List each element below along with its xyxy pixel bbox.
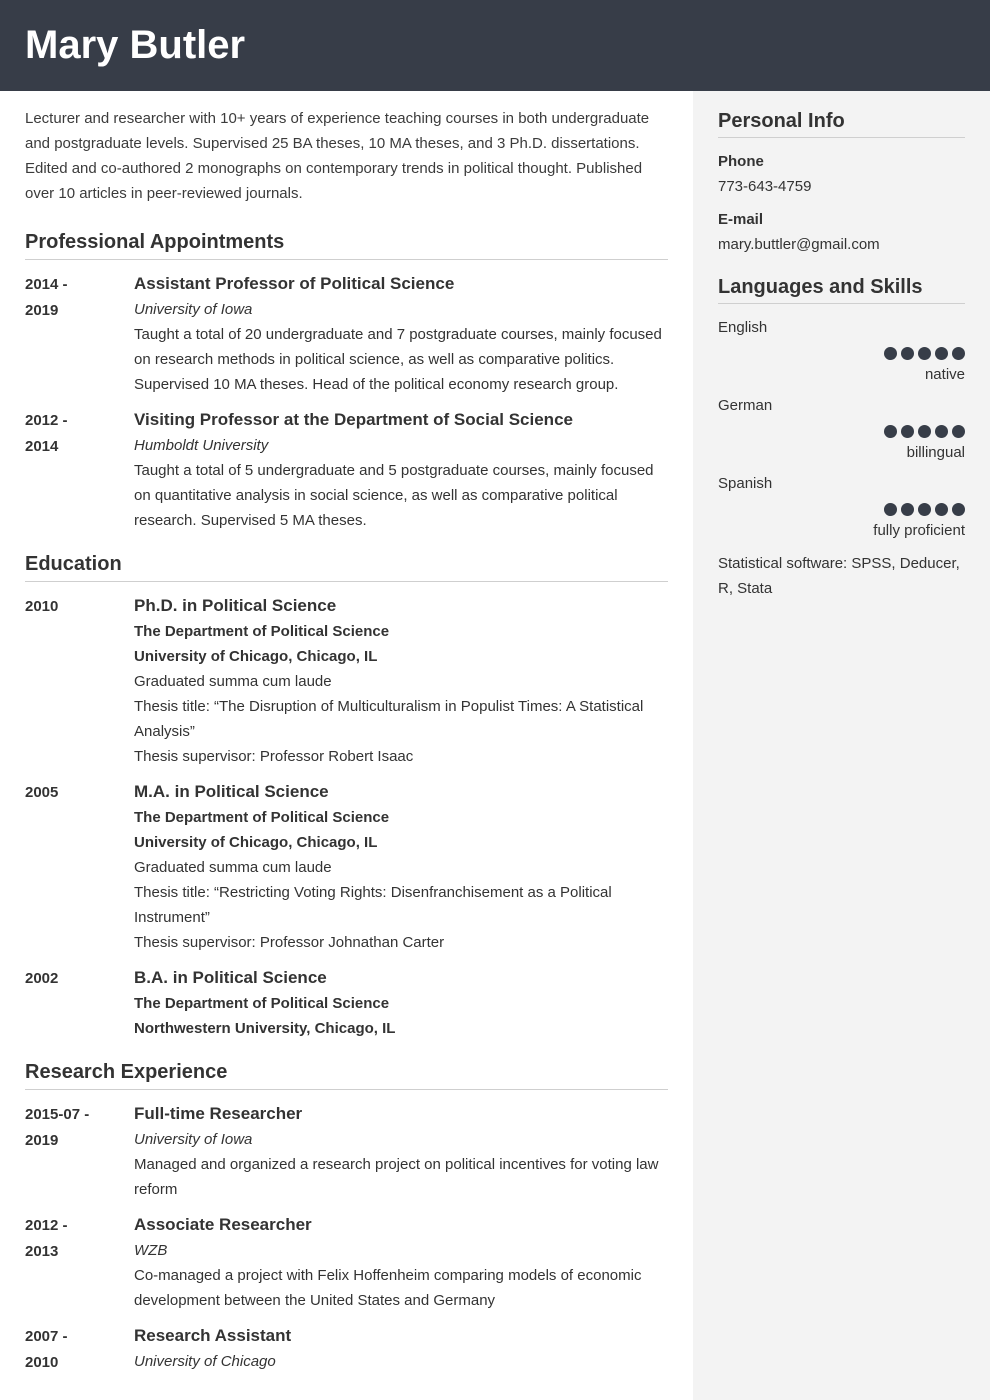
research-entry	[25, 1212, 668, 1313]
main-column	[25, 106, 668, 1376]
section-title-personal-info: Personal Info	[718, 108, 965, 138]
education-entry	[25, 593, 668, 769]
date-end: 2014	[25, 438, 59, 455]
entry-date	[25, 407, 134, 533]
other-skills: Statistical software: SPSS, Deducer, R, Stata	[718, 555, 960, 597]
rating-dot-icon	[935, 347, 948, 360]
rating-dot-icon	[952, 347, 965, 360]
rating-dot-icon	[935, 425, 948, 438]
research-section	[25, 1059, 668, 1376]
phone-value: 773-643-4759	[718, 178, 812, 195]
entry-organization: University of Iowa	[134, 1131, 253, 1148]
rating-dot-icon	[884, 503, 897, 516]
language-rating	[718, 425, 965, 438]
entry-organization: University of Iowa	[134, 301, 253, 318]
entry-description: Taught a total of 20 undergraduate and 7 postgraduate courses, mainly focused on research methods in political science, as well as comparative politics. Supervised 10 MA theses. Head of the political economy research group.	[134, 326, 662, 393]
date-start: 2012 -	[25, 1217, 68, 1234]
entry-description: Taught a total of 5 undergraduate and 5 postgraduate courses, mainly focused on quantitative analysis in social science, as well as comparative political research. Supervised 5 MA theses.	[134, 462, 654, 529]
languages-skills-section	[718, 274, 965, 601]
profile-summary: Lecturer and researcher with 10+ years of experience teaching courses in both undergraduate and postgraduate levels. Supervised 25 BA theses, 10 MA theses, and 3 Ph.D. dissertations. Edited and co-authored 2 monographs on contemporary trends in political thought. Published over 10 articles in peer-reviewed journals.	[25, 110, 650, 202]
language-name: Spanish	[718, 475, 773, 492]
entry-title: M.A. in Political Science	[134, 782, 329, 801]
language-item	[718, 393, 965, 465]
language-rating	[718, 503, 965, 516]
entry-organization: Humboldt University	[134, 437, 269, 454]
appointments-section	[25, 229, 668, 533]
appointment-entry	[25, 407, 668, 533]
resume-header	[0, 0, 990, 91]
language-level: billingual	[906, 444, 965, 461]
entry-honor: Graduated summa cum laude	[134, 859, 332, 876]
entry-title: B.A. in Political Science	[134, 968, 327, 987]
rating-dot-icon	[884, 425, 897, 438]
rating-dot-icon	[952, 425, 965, 438]
section-title-languages-skills: Languages and Skills	[718, 274, 965, 304]
personal-info-section	[718, 108, 965, 257]
rating-dot-icon	[935, 503, 948, 516]
entry-school: Northwestern University, Chicago, IL	[134, 1020, 396, 1037]
section-title-appointments: Professional Appointments	[25, 229, 668, 260]
date-start: 2012 -	[25, 412, 68, 429]
entry-date	[25, 271, 134, 397]
entry-date: 2002	[25, 970, 59, 987]
rating-dot-icon	[918, 347, 931, 360]
entry-supervisor: Thesis supervisor: Professor Johnathan Carter	[134, 934, 445, 951]
entry-organization: WZB	[134, 1242, 168, 1259]
date-start: 2014 -	[25, 276, 68, 293]
language-item	[718, 471, 965, 543]
entry-date: 2005	[25, 784, 59, 801]
rating-dot-icon	[918, 425, 931, 438]
date-end: 2019	[25, 1132, 59, 1149]
entry-title: Full-time Researcher	[134, 1104, 303, 1123]
language-level: fully proficient	[873, 522, 965, 539]
rating-dot-icon	[918, 503, 931, 516]
rating-dot-icon	[901, 425, 914, 438]
research-entry	[25, 1323, 668, 1376]
entry-title: Research Assistant	[134, 1326, 292, 1345]
entry-department: The Department of Political Science	[134, 809, 390, 826]
sidebar	[718, 108, 965, 601]
date-start: 2015-07 -	[25, 1106, 90, 1123]
education-entry	[25, 965, 668, 1041]
entry-description: Co-managed a project with Felix Hoffenheim comparing models of economic development between the United States and Germany	[134, 1267, 642, 1309]
entry-date	[25, 1212, 134, 1313]
entry-department: The Department of Political Science	[134, 995, 390, 1012]
entry-date	[25, 1101, 134, 1202]
entry-thesis: Thesis title: “Restricting Voting Rights: Disenfranchisement as a Political Instrument”	[134, 884, 612, 926]
email-value: mary.buttler@gmail.com	[718, 236, 880, 253]
entry-title: Assistant Professor of Political Science	[134, 274, 455, 293]
research-entry	[25, 1101, 668, 1202]
date-end: 2010	[25, 1354, 59, 1371]
section-title-research: Research Experience	[25, 1059, 668, 1090]
section-title-education: Education	[25, 551, 668, 582]
language-level: native	[924, 366, 965, 383]
rating-dot-icon	[952, 503, 965, 516]
language-rating	[718, 347, 965, 360]
entry-school: University of Chicago, Chicago, IL	[134, 834, 378, 851]
entry-date: 2010	[25, 598, 59, 615]
email-label: E-mail	[718, 211, 764, 228]
language-item	[718, 315, 965, 387]
rating-dot-icon	[901, 503, 914, 516]
appointment-entry	[25, 271, 668, 397]
entry-supervisor: Thesis supervisor: Professor Robert Isaac	[134, 748, 414, 765]
candidate-name: Mary Butler	[25, 23, 246, 67]
entry-date	[25, 1323, 134, 1376]
rating-dot-icon	[901, 347, 914, 360]
date-end: 2013	[25, 1243, 59, 1260]
education-section	[25, 551, 668, 1041]
entry-title: Ph.D. in Political Science	[134, 596, 337, 615]
rating-dot-icon	[884, 347, 897, 360]
entry-description: Managed and organized a research project on political incentives for voting law reform	[134, 1156, 659, 1198]
entry-school: University of Chicago, Chicago, IL	[134, 648, 378, 665]
entry-title: Associate Researcher	[134, 1215, 312, 1234]
entry-department: The Department of Political Science	[134, 623, 390, 640]
language-name: German	[718, 397, 773, 414]
entry-thesis: Thesis title: “The Disruption of Multiculturalism in Populist Times: A Statistical Analysis”	[134, 698, 644, 740]
language-name: English	[718, 319, 768, 336]
entry-title: Visiting Professor at the Department of Social Science	[134, 410, 573, 429]
entry-honor: Graduated summa cum laude	[134, 673, 332, 690]
entry-organization: University of Chicago	[134, 1353, 276, 1370]
date-start: 2007 -	[25, 1328, 68, 1345]
education-entry	[25, 779, 668, 955]
date-end: 2019	[25, 302, 59, 319]
phone-label: Phone	[718, 153, 764, 170]
